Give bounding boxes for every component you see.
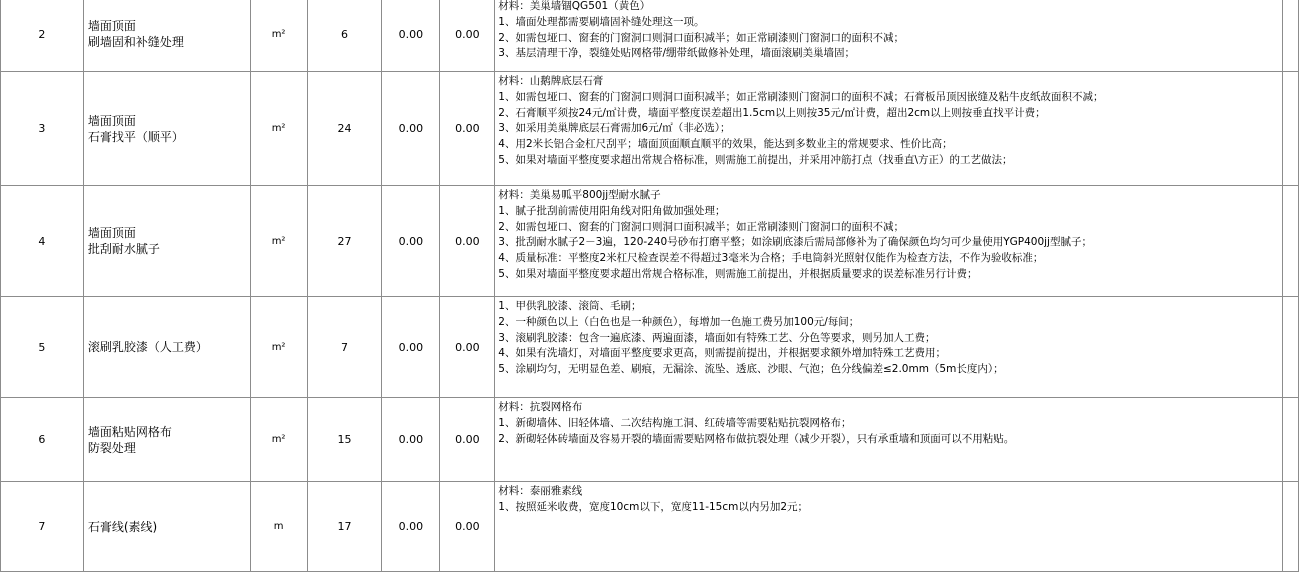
description-line: 1、墙面处理都需要刷墙固补缝处理这一项。 xyxy=(498,15,705,28)
description-line: 材料：抗裂网格布 xyxy=(498,401,583,413)
description-line: 2、如需包垭口、窗套的门窗洞口则洞口面积减半；如正常刷漆则门窗洞口的面积不减； xyxy=(498,31,904,44)
description-line: 1、按照延米收费，宽度10cm以下，宽度11-15cm以内另加2元； xyxy=(498,500,809,513)
item-name-cell xyxy=(83,0,250,72)
item-name-line: 石膏线(素线) xyxy=(87,519,158,534)
description-cell xyxy=(495,186,1283,297)
description-line: 3、基层清理干净，裂缝处贴网格带/绷带纸做修补处理，墙面滚刷美巢墙固； xyxy=(498,47,856,60)
description-line: 1、如需包垭口、窗套的门窗洞口则洞口面积减半；如正常刷漆则门窗洞口的面积不减；石膏板吊顶因嵌缝及粘牛皮纸故面积不减； xyxy=(498,90,1104,103)
quantity-cell: 6 xyxy=(307,0,382,72)
description-line: 1、新砌墙体、旧轻体墙、二次结构施工洞、红砖墙等需要粘贴抗裂网格布； xyxy=(498,416,852,429)
empty-cell xyxy=(1282,398,1298,482)
total-cell: 0.00 xyxy=(440,72,495,186)
row-number: 2 xyxy=(1,0,84,72)
description-line: 2、新砌轻体砖墙面及容易开裂的墙面需要贴网格布做抗裂处理（减少开裂），只有承重墙和顶面可以不用粘贴。 xyxy=(498,432,1015,445)
row-number: 5 xyxy=(1,297,84,398)
table-row xyxy=(1,297,1299,398)
item-name-cell xyxy=(83,482,250,572)
item-name-line: 石膏找平（顺平） xyxy=(87,129,184,144)
empty-cell xyxy=(1282,482,1298,572)
unit-price-cell: 0.00 xyxy=(382,297,440,398)
total-cell: 0.00 xyxy=(440,398,495,482)
description-line: 3、批刮耐水腻子2－3遍，120-240号砂布打磨平整；如涂刷底漆后需局部修补为了确保颜色均匀可少量使用YGP400jj型腻子； xyxy=(498,236,1092,249)
unit-price-cell: 0.00 xyxy=(382,186,440,297)
description-line: 2、一种颜色以上（白色也是一种颜色），每增加一色施工费另加100元/每间； xyxy=(498,315,860,328)
item-name-cell xyxy=(83,297,250,398)
row-number: 6 xyxy=(1,398,84,482)
empty-cell xyxy=(1282,0,1298,72)
item-name-line: 批刮耐水腻子 xyxy=(87,242,160,256)
table-row xyxy=(1,482,1299,572)
item-name-cell xyxy=(83,398,250,482)
description-line: 1、腻子批刮前需使用阳角线对阳角做加强处理； xyxy=(498,204,726,217)
quantity-cell: 15 xyxy=(307,398,382,482)
quantity-cell: 27 xyxy=(307,186,382,297)
table-row xyxy=(1,72,1299,186)
empty-cell xyxy=(1282,72,1298,186)
quantity-cell: 24 xyxy=(307,72,382,186)
description-line: 5、如果对墙面平整度要求超出常规合格标准，则需施工前提出，并采用冲筋打点（找垂直\方正）的工艺做法； xyxy=(498,153,1013,166)
description-cell xyxy=(495,398,1283,482)
table-row xyxy=(1,186,1299,297)
unit-cell: m² xyxy=(250,186,307,297)
quantity-cell: 7 xyxy=(307,297,382,398)
description-line: 2、如需包垭口、窗套的门窗洞口则洞口面积减半；如正常刷漆则门窗洞口的面积不减； xyxy=(498,220,904,233)
empty-cell xyxy=(1282,186,1298,297)
unit-price-cell: 0.00 xyxy=(382,72,440,186)
description-line: 5、涂刷均匀，无明显色差、刷痕，无漏涂、流坠、透底、沙眼、气泡；色分线偏差≤2.0mm（5m长度内）； xyxy=(498,363,1004,376)
item-name-line: 防裂处理 xyxy=(87,440,136,455)
item-name-line: 墙面顶面 xyxy=(87,113,136,128)
quantity-cell: 17 xyxy=(307,482,382,572)
unit-price-cell: 0.00 xyxy=(382,0,440,72)
unit-price-cell: 0.00 xyxy=(382,482,440,572)
description-line: 4、如果有洗墙灯，对墙面平整度要求更高，则需提前提出，并根据要求额外增加特殊工艺费用； xyxy=(498,347,946,360)
row-number: 4 xyxy=(1,186,84,297)
item-name-cell xyxy=(83,186,250,297)
item-name-line: 墙面顶面 xyxy=(87,19,136,33)
description-line: 2、石膏顺平须按24元/㎡计费，墙面平整度误差超出1.5cm以上则按35元/㎡计费，超出2cm以上则按垂直找平计费； xyxy=(498,106,1046,119)
item-name-line: 滚刷乳胶漆（人工费） xyxy=(87,340,208,354)
table-row xyxy=(1,0,1299,72)
row-number: 7 xyxy=(1,482,84,572)
description-line: 3、滚刷乳胶漆：包含一遍底漆、两遍面漆，墙面如有特殊工艺、分色等要求，则另加人工费； xyxy=(498,331,936,344)
unit-cell: m xyxy=(250,482,307,572)
description-line: 5、如果对墙面平整度要求超出常规合格标准，则需施工前提出，并根据质量要求的误差标准另行计费； xyxy=(498,267,978,280)
description-cell xyxy=(495,297,1283,398)
item-name-line: 墙面顶面 xyxy=(87,226,136,240)
description-cell xyxy=(495,72,1283,186)
table-row xyxy=(1,398,1299,482)
item-name-cell xyxy=(83,72,250,186)
description-line: 材料：美巢易呱平800jj型耐水腻子 xyxy=(498,189,661,201)
description-cell xyxy=(495,482,1283,572)
description-cell xyxy=(495,0,1283,72)
unit-cell: m² xyxy=(250,297,307,398)
unit-cell: m² xyxy=(250,72,307,186)
item-name-line: 刷墙固和补缝处理 xyxy=(87,35,184,49)
item-name-line: 墙面粘贴网格布 xyxy=(87,424,172,439)
description-line: 1、甲供乳胶漆、滚筒、毛刷； xyxy=(498,300,642,312)
description-line: 4、质量标准：平整度2米杠尺检查误差不得超过3毫米为合格；手电筒斜光照射仅能作为检查方法，不作为验收标准； xyxy=(498,252,1044,265)
description-line: 3、如采用美巢牌底层石膏需加6元/㎡（非必选）； xyxy=(498,122,731,135)
unit-price-cell: 0.00 xyxy=(382,398,440,482)
total-cell: 0.00 xyxy=(440,186,495,297)
total-cell: 0.00 xyxy=(440,0,495,72)
description-line: 材料：山鹅牌底层石膏 xyxy=(498,75,604,87)
description-line: 材料：美巢墙锢QG501（黄色） xyxy=(498,0,651,12)
unit-cell: m² xyxy=(250,0,307,72)
unit-cell: m² xyxy=(250,398,307,482)
description-line: 4、用2米长铝合金杠尺刮平；墙面顶面顺直顺平的效果，能达到多数业主的常规要求、性价比高； xyxy=(498,138,953,151)
row-number: 3 xyxy=(1,72,84,186)
description-line: 材料：泰丽雅素线 xyxy=(498,485,583,497)
total-cell: 0.00 xyxy=(440,482,495,572)
total-cell: 0.00 xyxy=(440,297,495,398)
empty-cell xyxy=(1282,297,1298,398)
